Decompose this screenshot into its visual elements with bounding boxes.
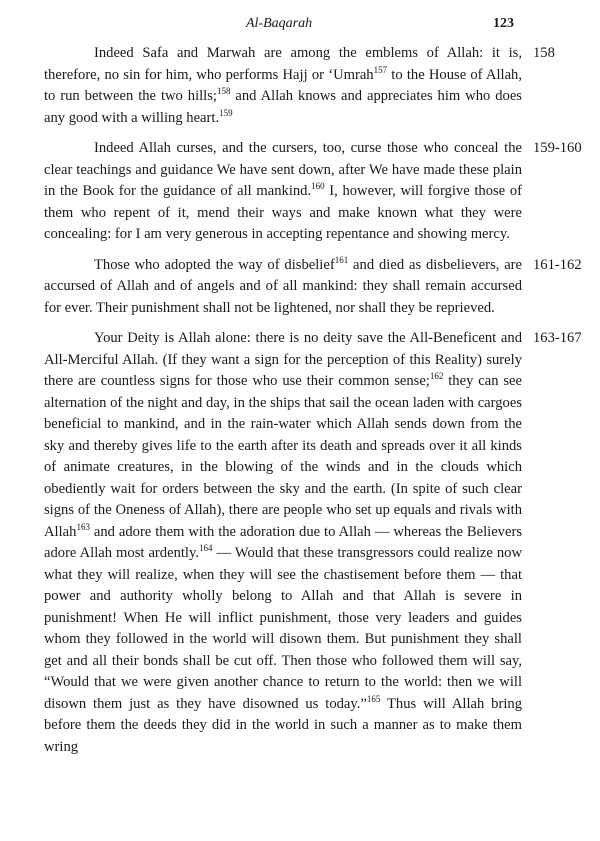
footnote-marker: 163 [76,521,90,532]
page-number: 123 [493,16,514,31]
paragraph-verse-159-160 [44,138,582,246]
text-segment: they can see alternation of the night and day, in the ships that sail the ocean laden with cargoes beneficial to mankind, and in the rain-water which Allah sends down from the sky and thereby gives life to the earth after its death and spreads over it all kinds of animate creatures, in the blowing of the winds and in the clouds which obediently wait for orders between the sky and the earth. (In spite of such clear signs of the Oneness of Allah), there are people who set up equals and rivals with Allah [44,373,522,540]
text-segment: and adore them with the adoration due to Allah — whereas the Believers adore Allah most ardently. [44,523,522,561]
running-title: Al-Baqarah [246,16,313,31]
footnote-marker: 160 [311,181,325,191]
footnote-marker: 157 [373,64,388,75]
paragraph-verse-158 [44,43,555,129]
text-segment: to the House of Allah, to run between the two hills; [44,66,522,104]
text-segment: and Allah knows and appreciates him who does any good with a willing heart. [44,88,522,126]
text-segment: Indeed Allah curses, and the cursers, too, curse those who conceal the clear teachings and guidance We have sent down, after We have made these plain in the Book for the guidance of all mankind. [44,140,522,199]
paragraph-verse-163-167 [44,328,582,758]
verse-reference: 158 [533,45,555,61]
verse-reference: 163-167 [533,330,582,346]
footnote-marker: 164 [198,543,213,553]
paragraph-verse-161-162 [44,254,582,320]
paragraph-text [44,140,522,242]
footnote-marker: 162 [429,371,444,381]
verse-reference: 161-162 [533,256,582,273]
footnote-marker: 161 [334,254,349,265]
text-segment: — Would that these transgressors could realize now what they will realize, when they will see the chastisement before them — that power and authority wholly belong to Allah and that Allah is severe in punishment! When He will inflict punishment, those very leaders and guides whom they followed in the world will disown them. But punishment they shall get and all their bonds shall be cut off. Then those who followed them will say, “Would that we were given another chance to return to the world: then we will disown them just as they have disowned us today.” [44,545,522,712]
page-header [0,14,600,34]
text-segment: Thus will Allah bring before them the deeds they did in the world in such a manner as to make them wring [44,695,522,755]
paragraph-text [44,45,522,126]
text-segment: and died as disbelievers, are accursed of Allah and of angels and of all mankind: they shall remain accursed for ever. Their punishment shall not be lightened, nor shall they be reprieved. [44,256,523,316]
text-segment: Those who adopted the way of disbelief [94,256,335,273]
paragraph-text [44,330,522,755]
paragraph-text [44,254,523,316]
text-segment: I, however, will forgive those of them who repent of it, mend their ways and make known what they were concealing: for I am very generous in accepting repentance and showing mercy. [44,183,522,242]
page-body [44,43,582,767]
footnote-marker: 159 [219,107,233,118]
footnote-marker: 158 [216,86,231,96]
text-segment: Indeed Safa and Marwah are among the emblems of Allah: it is, therefore, no sin for him, who performs Hajj or ‘Umrah [44,45,522,83]
verse-reference: 159-160 [533,140,582,156]
footnote-marker: 165 [366,693,381,704]
text-segment: Your Deity is Allah alone: there is no deity save the All-Beneficent and All-Merciful Allah. (If they want a sign for the perception of this Reality) surely there are countless signs for those who use their common sense; [44,330,522,389]
